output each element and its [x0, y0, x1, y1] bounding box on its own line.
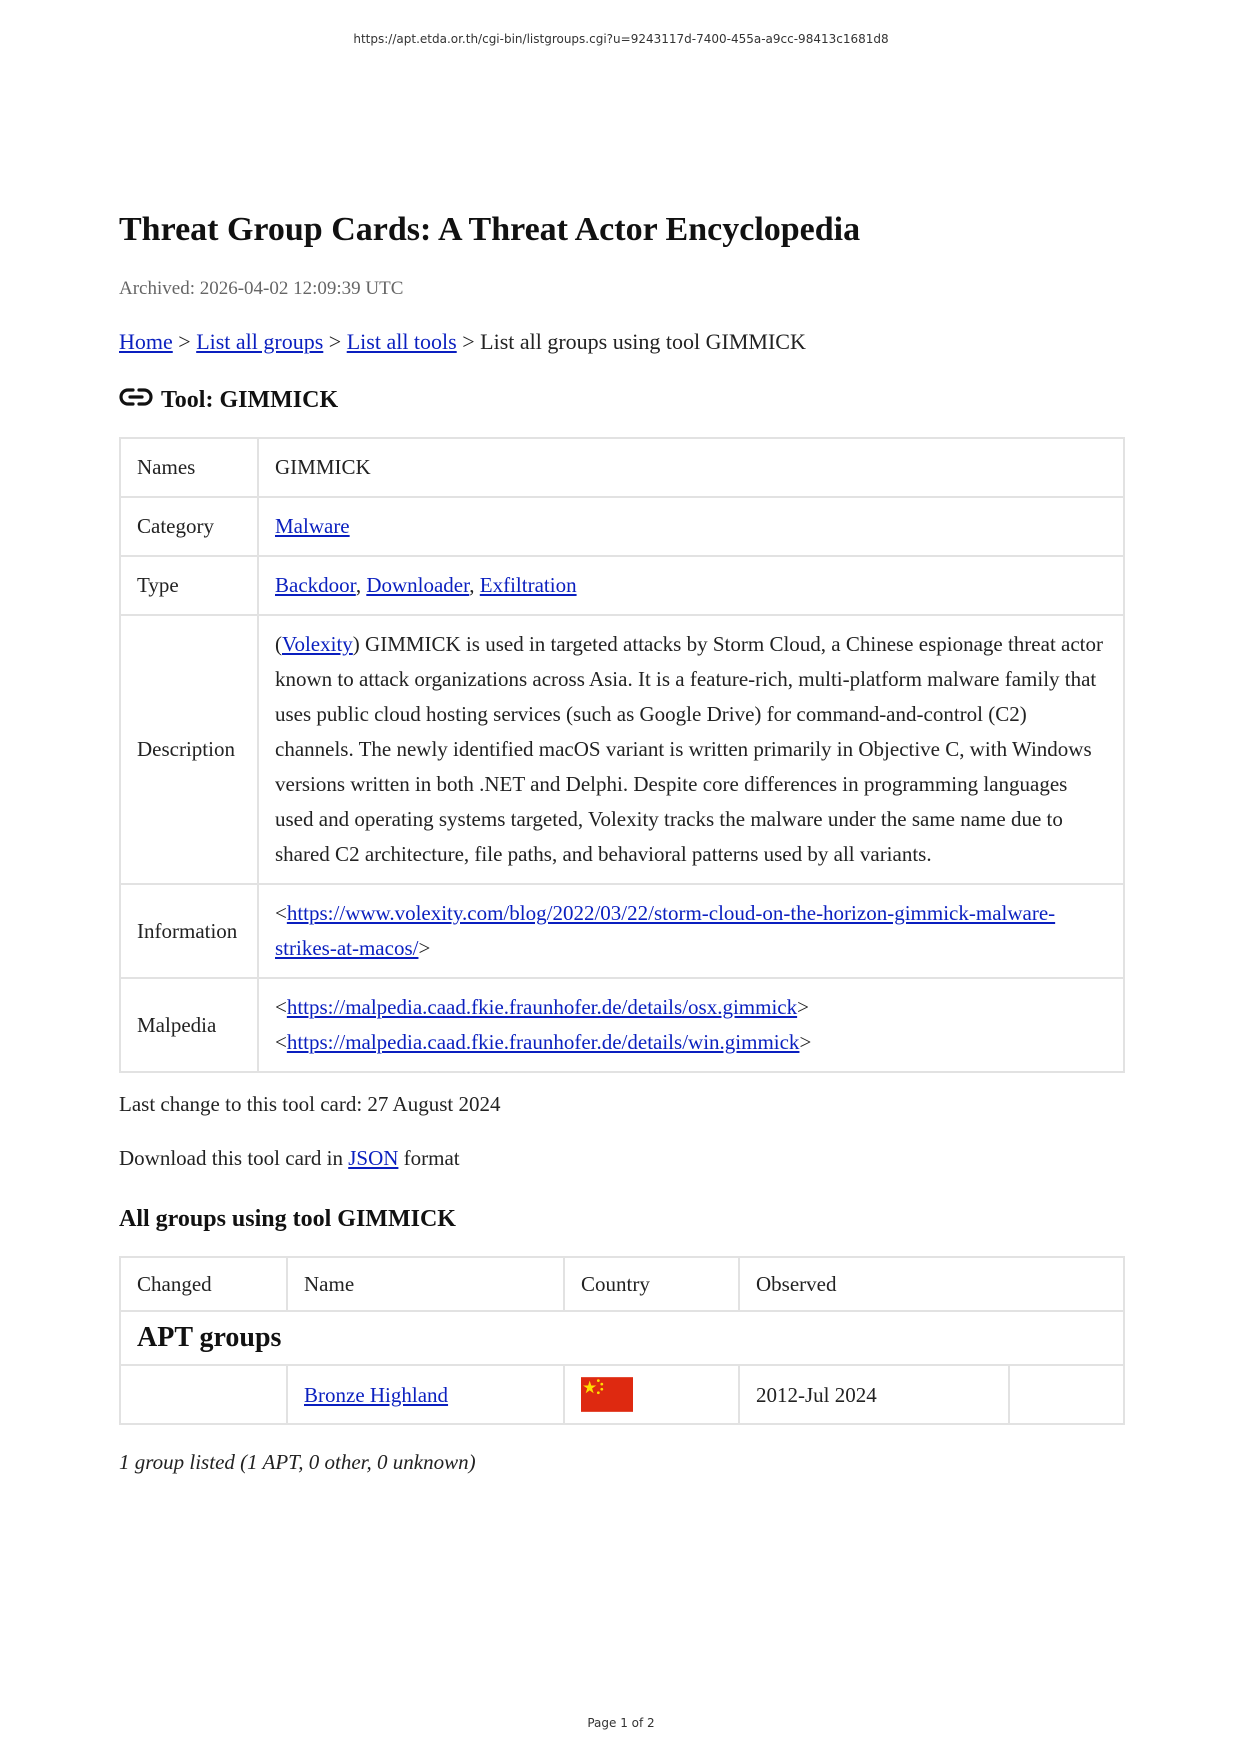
changed-cell [120, 1365, 287, 1424]
page-footer: Page 1 of 2 [587, 1716, 655, 1730]
main-content [119, 210, 1125, 1477]
table-row [120, 978, 1124, 1072]
china-flag-icon [581, 1377, 633, 1412]
table-row [120, 615, 1124, 884]
table-row [120, 884, 1124, 978]
tool-heading-text: Tool: GIMMICK [161, 387, 339, 413]
type-label: Type [120, 556, 258, 615]
malpedia-label: Malpedia [120, 978, 258, 1072]
print-url: https://apt.etda.or.th/cgi-bin/listgroups.cgi?u=9243117d-7400-455a-a9cc-98413c1681d8 [353, 32, 889, 46]
breadcrumb-current: List all groups using tool GIMMICK [480, 329, 806, 354]
description-source-link[interactable]: Volexity [282, 632, 353, 656]
column-header-country: Country [564, 1257, 739, 1311]
description-text: GIMMICK is used in targeted attacks by Storm Cloud, a Chinese espionage threat actor known to attack organizations across Asia. It is a feature-rich, multi-platform malware family that uses public cloud hosting services (such as Google Drive) for command-and-control (C2) channels. The newly identified macOS variant is written primarily in Objective C, with Windows versions written in both .NET and Delphi. Despite core differences in programming languages used and operating systems targeted, Volexity tracks the malware under the same name due to shared C2 architecture, file paths, and behavioral patterns used by all variants. [275, 632, 1103, 866]
json-download-link[interactable]: JSON [348, 1146, 399, 1170]
breadcrumb-separator: > [328, 329, 342, 354]
last-change: Last change to this tool card: 27 August 2024 [119, 1092, 501, 1116]
table-row [120, 497, 1124, 556]
gt-bracket: > [799, 1030, 812, 1054]
group-bronze-highland-link[interactable]: Bronze Highland [304, 1382, 449, 1407]
table-row [120, 556, 1124, 615]
description-cell [258, 615, 1124, 884]
breadcrumb-home-link[interactable]: Home [119, 329, 173, 354]
breadcrumb-all-groups-link[interactable]: List all groups [196, 329, 324, 354]
table-header-row [120, 1257, 1124, 1311]
page-title: Threat Group Cards: A Threat Actor Encyclopedia [119, 211, 861, 248]
category-malware-link[interactable]: Malware [275, 514, 350, 538]
groups-summary: 1 group listed (1 APT, 0 other, 0 unknown) [119, 1450, 476, 1474]
information-cell [258, 884, 1124, 978]
tool-heading [119, 385, 1125, 415]
category-cell [258, 497, 1124, 556]
gt-bracket: > [797, 995, 809, 1019]
name-cell [287, 1365, 564, 1424]
extra-cell [1009, 1365, 1124, 1424]
malpedia-cell [258, 978, 1124, 1072]
type-exfiltration-link[interactable]: Exfiltration [479, 573, 577, 597]
lt-bracket: < [275, 995, 287, 1019]
country-cell [564, 1365, 739, 1424]
type-separator: , [355, 573, 362, 597]
names-value: GIMMICK [258, 438, 1124, 497]
groups-heading: All groups using tool GIMMICK [119, 1206, 456, 1232]
column-header-observed: Observed [739, 1257, 1124, 1311]
description-label: Description [120, 615, 258, 884]
gt-bracket: > [418, 936, 431, 960]
type-downloader-link[interactable]: Downloader [366, 573, 470, 597]
download-prefix: Download this tool card in [119, 1146, 349, 1170]
type-backdoor-link[interactable]: Backdoor [275, 573, 356, 597]
column-header-name: Name [287, 1257, 564, 1311]
malpedia-win-link[interactable]: https://malpedia.caad.fkie.fraunhofer.de/details/win.gimmick [286, 1030, 800, 1054]
download-suffix: format [398, 1146, 460, 1170]
breadcrumb-separator: > [178, 329, 191, 354]
column-header-changed: Changed [120, 1257, 287, 1311]
archived-timestamp: Archived: 2026-04-02 12:09:39 UTC [119, 278, 404, 299]
category-label: Category [120, 497, 258, 556]
breadcrumb [119, 327, 1125, 357]
groups-table [119, 1256, 1125, 1425]
tool-info-table [119, 437, 1125, 1073]
information-link[interactable]: https://www.volexity.com/blog/2022/03/22/storm-cloud-on-the-horizon-gimmick-malware-strikes-at-macos/ [275, 901, 1056, 960]
lt-bracket: < [275, 901, 287, 925]
download-line [119, 1143, 1125, 1173]
section-row [120, 1311, 1124, 1365]
information-label: Information [120, 884, 258, 978]
link-icon [119, 387, 153, 407]
apt-groups-section-label: APT groups [120, 1311, 1124, 1365]
table-row [120, 438, 1124, 497]
names-label: Names [120, 438, 258, 497]
breadcrumb-all-tools-link[interactable]: List all tools [346, 329, 457, 354]
lt-bracket: < [275, 1030, 287, 1054]
breadcrumb-separator: > [462, 329, 475, 354]
type-separator: , [469, 573, 475, 597]
description-close-paren: ) [352, 632, 360, 656]
type-cell [258, 556, 1124, 615]
malpedia-osx-link[interactable]: https://malpedia.caad.fkie.fraunhofer.de/details/osx.gimmick [286, 995, 798, 1019]
observed-cell: 2012-Jul 2024 [739, 1365, 1009, 1424]
table-row [120, 1365, 1124, 1424]
description-open-paren: ( [275, 632, 282, 656]
